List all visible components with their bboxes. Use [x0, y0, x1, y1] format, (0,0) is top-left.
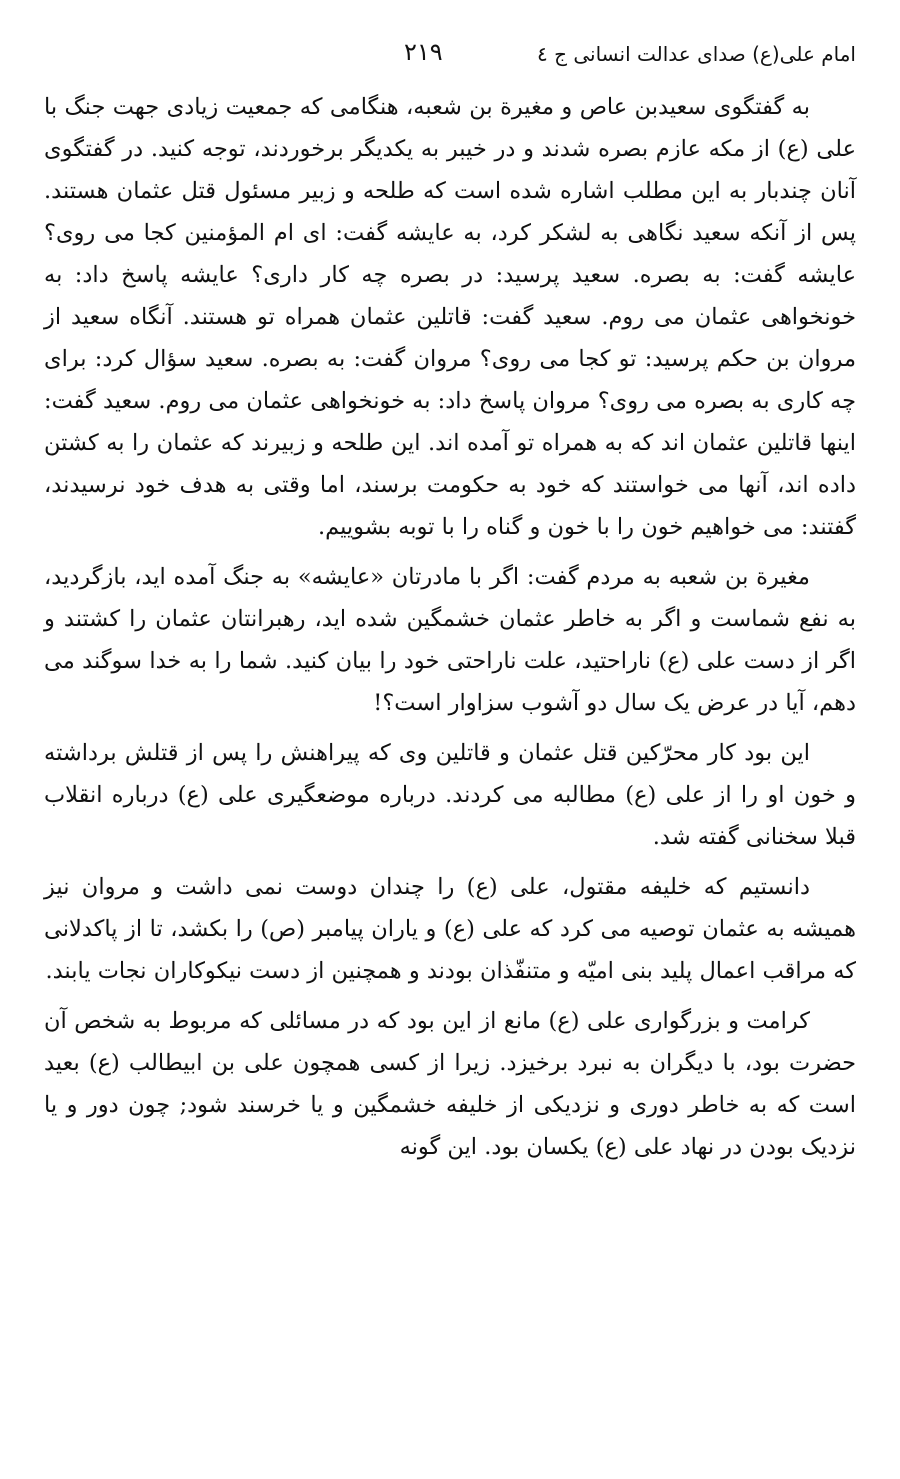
- paragraph: این بود کار محرّکین قتل عثمان و قاتلین وی که پیراهنش را پس از قتلش برداشته و خون او را از علی (ع) مطالبه می کردند. درباره موضعگیری علی (ع) درباره انقلاب قبلا سخنانی گفته شد.: [44, 740, 856, 850]
- paragraph: کرامت و بزرگواری علی (ع) مانع از این بود که در مسائلی که مربوط به شخص آن حضرت بود، با دیگران به نبرد برخیزد. زیرا از کسی همچون علی بن ابیطالب (ع) بعید است که به خاطر دوری و نزدیکی از خلیفه خشمگین و یا خرسند شود; چون دور و یا نزدیک بودن در نهاد علی (ع) یکسان بود. این گونه: [44, 1008, 856, 1160]
- body-text: [44, 86, 856, 1176]
- paragraph: به گفتگوی سعیدبن عاص و مغیرة بن شعبه، هنگامی که جمعیت زیادی جهت جنگ با علی (ع) از مکه عازم بصره شدند و در خیبر به یکدیگر برخوردند، توجه کنید. در گفتگوی آنان چندبار به این مطلب اشاره شده است که طلحه و زبیر مسئول قتل عثمان هستند. پس از آنکه سعید نگاهی به لشکر کرد، به عایشه گفت: ای ام المؤمنین کجا می روی؟ عایشه گفت: به بصره. سعید پرسید: در بصره چه کار داری؟ عایشه پاسخ داد: به خونخواهی عثمان می روم. سعید گفت: قاتلین عثمان همراه تو هستند. آنگاه سعید از مروان بن حکم پرسید: تو کجا می روی؟ مروان گفت: به بصره. سعید سؤال کرد: برای چه کاری به بصره می روی؟ مروان پاسخ داد: به خونخواهی عثمان می روم. سعید گفت: اینها قاتلین عثمان اند که به همراه تو آمده اند. این طلحه و زبیرند که عثمان را به کشتن داده اند، آنها می خواستند که خود به حکومت برسند، اما وقتی به هدف خود نرسیدند، گفتند: می خواهیم خون را با خون و گناه را با توبه بشوییم.: [44, 94, 856, 540]
- page-header: [44, 38, 856, 78]
- running-head: امام علی(ع) صدای عدالت انسانی ج ٤: [536, 42, 856, 66]
- paragraph: مغیرة بن شعبه به مردم گفت: اگر با مادرتان «عایشه» به جنگ آمده اید، بازگردید، به نفع شماست و اگر به خاطر عثمان خشمگین شده اید، رهبرانتان عثمان را کشتند و اگر از دست علی (ع) ناراحتید، علت ناراحتی خود را بیان کنید. شما را به خدا سوگند می دهم، آیا در عرض یک سال دو آشوب سزاوار است؟!: [44, 564, 856, 716]
- page-number: ٢١٩: [404, 38, 443, 66]
- paragraph: دانستیم که خلیفه مقتول، علی (ع) را چندان دوست نمی داشت و مروان نیز همیشه به عثمان توصیه می کرد که علی (ع) و یاران پیامبر (ص) را بکشد، تا از پاکدلانی که مراقب اعمال پلید بنی امیّه و متنفّذان بودند و همچنین از دست نیکوکاران نجات یابند.: [44, 874, 856, 984]
